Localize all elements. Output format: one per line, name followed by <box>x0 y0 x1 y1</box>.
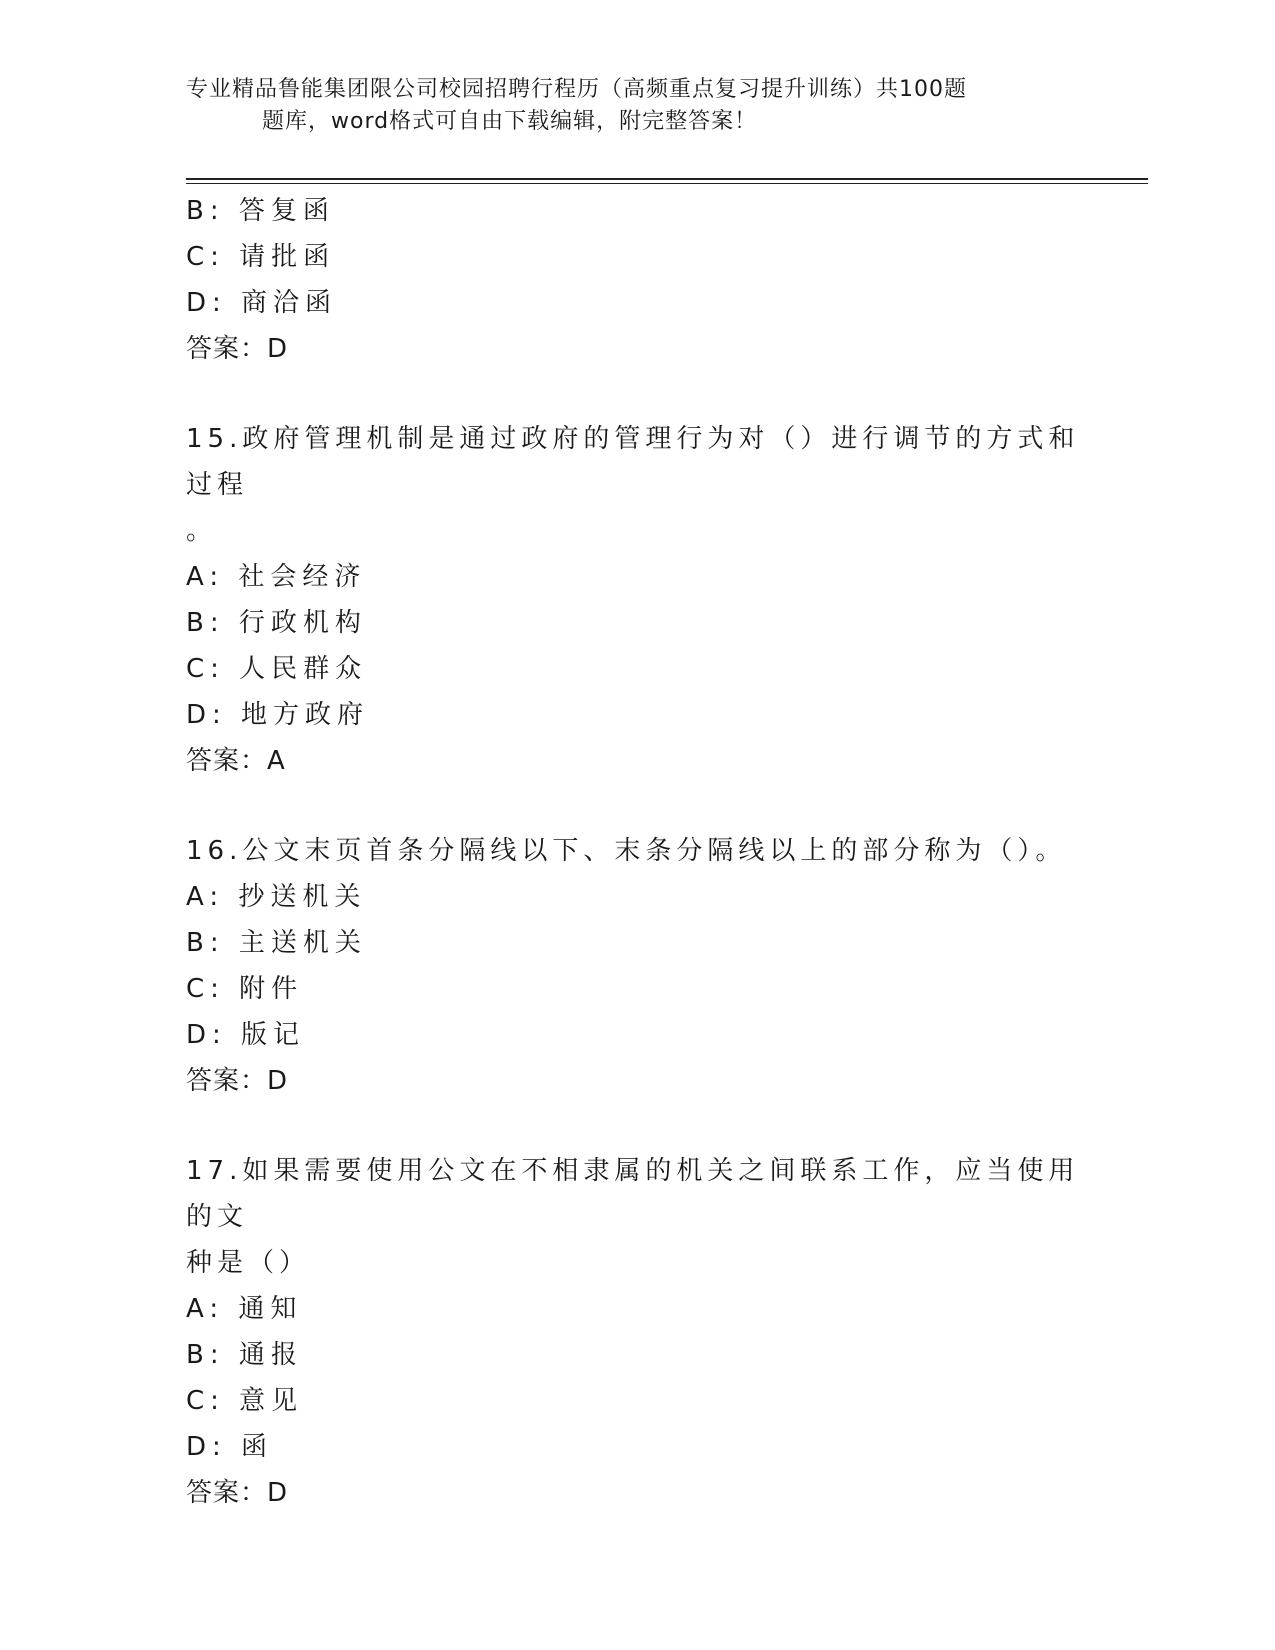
option-a: A: 社会经济 <box>186 562 367 592</box>
option-a: A: 通知 <box>186 1294 303 1324</box>
option-d: D: 函 <box>186 1432 274 1462</box>
option-d: D: 版记 <box>186 1020 306 1050</box>
option-c: C: 人民群众 <box>186 654 368 684</box>
answer: 答案：D <box>186 334 289 364</box>
question-list <box>186 188 1086 1516</box>
answer: 答案：A <box>186 746 286 776</box>
option-b: B: 答复函 <box>186 196 335 226</box>
option-b: B: 通报 <box>186 1340 303 1370</box>
question-text-continued: 种是（） <box>186 1248 311 1278</box>
spacer <box>186 784 1086 828</box>
header-divider-thin <box>186 183 1148 184</box>
header-title-line2: 题库，word格式可自由下载编辑，附完整答案！ <box>262 109 758 134</box>
spacer <box>186 372 1086 416</box>
option-b: B: 行政机构 <box>186 608 367 638</box>
question-15 <box>186 416 1086 784</box>
question-text: 16.公文末页首条分隔线以下、末条分隔线以上的部分称为（）。 <box>186 836 1067 866</box>
document-header <box>186 74 1066 138</box>
question-text: 17.如果需要使用公文在不相隶属的机关之间联系工作，应当使用的文 <box>186 1156 1080 1232</box>
question-text: 15.政府管理机制是通过政府的管理行为对（）进行调节的方式和过程 <box>186 424 1080 500</box>
question-14-continued <box>186 188 1086 372</box>
answer: 答案：D <box>186 1066 289 1096</box>
option-c: C: 附件 <box>186 974 304 1004</box>
question-17 <box>186 1148 1086 1516</box>
option-a: A: 抄送机关 <box>186 882 367 912</box>
question-16 <box>186 828 1086 1104</box>
option-b: B: 主送机关 <box>186 928 367 958</box>
option-d: D: 商洽函 <box>186 288 338 318</box>
option-d: D: 地方政府 <box>186 700 370 730</box>
question-text-continued: 。 <box>186 516 218 546</box>
header-divider-thick <box>186 178 1148 180</box>
spacer <box>186 1104 1086 1148</box>
header-title-line1: 专业精品鲁能集团限公司校园招聘行程历（高频重点复习提升训练）共100题 <box>186 77 967 102</box>
option-c: C: 意见 <box>186 1386 304 1416</box>
option-c: C: 请批函 <box>186 242 336 272</box>
answer: 答案：D <box>186 1478 289 1508</box>
